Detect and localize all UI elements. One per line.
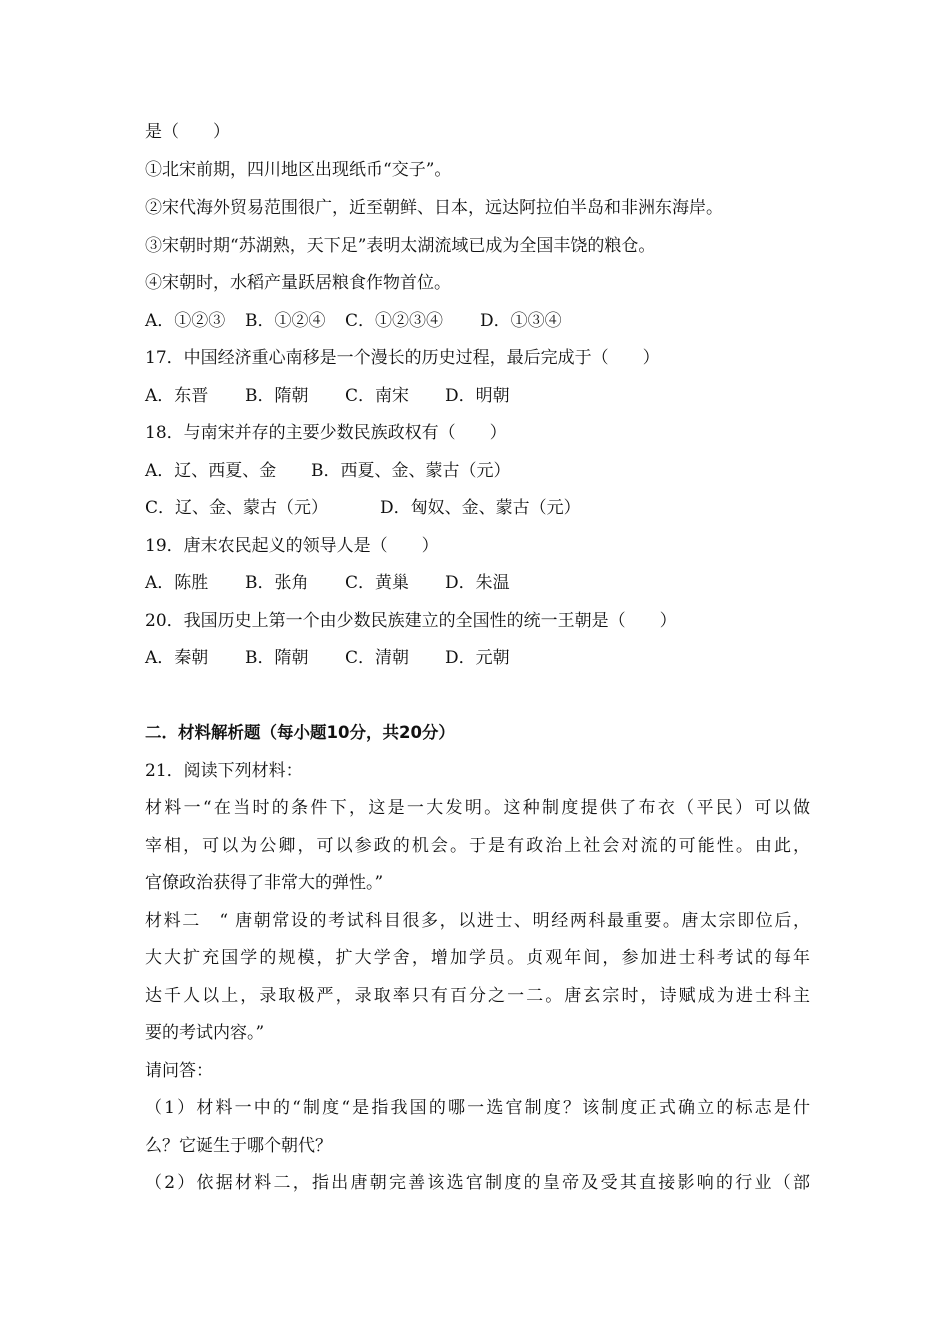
q17-option-d[interactable]: D．明朝: [445, 386, 510, 406]
q21-material2-line4: 要的考试内容。”: [145, 1023, 265, 1043]
q21-ask: 请问答：: [145, 1061, 213, 1081]
q21-sub1-line1: （1）材料一中的“制度“是指我国的哪一选官制度？该制度正式确立的标志是什: [145, 1098, 810, 1118]
q16-option-b[interactable]: B．①②④: [245, 311, 326, 331]
q21-stem: 21．阅读下列材料：: [145, 761, 303, 781]
q16-item-1: ①北宋前期，四川地区出现纸币“交子”。: [145, 160, 452, 180]
q19-option-d[interactable]: D．朱温: [445, 573, 510, 593]
q20-option-b[interactable]: B．隋朝: [245, 648, 309, 668]
q20-options: [145, 647, 810, 669]
q16-option-a[interactable]: A．①②③: [145, 311, 226, 331]
q21-material1-line2: 宰相，可以为公卿，可以参政的机会。于是有政治上社会对流的可能性。由此，: [145, 836, 810, 856]
q20-stem: 20．我国历史上第一个由少数民族建立的全国性的统一王朝是（ ）: [145, 611, 677, 631]
q21-sub1-line2: 么？它诞生于哪个朝代？: [145, 1136, 332, 1156]
q18-options-row2: [145, 497, 810, 519]
q18-options-row1: [145, 460, 810, 482]
q18-option-d[interactable]: D．匈奴、金、蒙古（元）: [380, 498, 581, 518]
q16-options: [145, 310, 810, 332]
q20-option-a[interactable]: A．秦朝: [145, 648, 209, 668]
q21-material1-line1: 材料一“在当时的条件下，这是一大发明。这种制度提供了布衣（平民）可以做: [145, 798, 810, 818]
q20-option-d[interactable]: D．元朝: [445, 648, 510, 668]
q20-option-c[interactable]: C．清朝: [345, 648, 410, 668]
q21-material2-line3: 达千人以上，录取极严，录取率只有百分之一二。唐玄宗时，诗赋成为进士科主: [145, 986, 810, 1006]
q18-option-b[interactable]: B．西夏、金、蒙古（元）: [311, 461, 511, 481]
q21-sub2-line1: （2）依据材料二，指出唐朝完善该选官制度的皇帝及受其直接影响的行业（部: [145, 1173, 810, 1193]
q19-options: [145, 572, 810, 594]
q21-material2-line2: 大大扩充国学的规模，扩大学舍，增加学员。贞观年间，参加进士科考试的每年: [145, 948, 810, 968]
q16-option-d[interactable]: D．①③④: [480, 311, 562, 331]
q19-option-b[interactable]: B．张角: [245, 573, 309, 593]
q19-stem: 19．唐末农民起义的领导人是（ ）: [145, 536, 439, 556]
q16-stem-tail: 是（ ）: [145, 122, 230, 142]
q18-option-c[interactable]: C．辽、金、蒙古（元）: [145, 498, 329, 518]
q16-item-4: ④宋朝时，水稻产量跃居粮食作物首位。: [145, 273, 451, 293]
q17-options: [145, 385, 810, 407]
q16-option-c[interactable]: C．①②③④: [345, 311, 444, 331]
q21-material2-line1: 材料二 “ 唐朝常设的考试科目很多，以进士、明经两科最重要。唐太宗即位后，: [145, 911, 810, 931]
q17-option-b[interactable]: B．隋朝: [245, 386, 309, 406]
q17-stem: 17．中国经济重心南移是一个漫长的历史过程，最后完成于（ ）: [145, 348, 660, 368]
q17-option-a[interactable]: A．东晋: [145, 386, 209, 406]
q19-option-a[interactable]: A．陈胜: [145, 573, 209, 593]
q19-option-c[interactable]: C．黄巢: [345, 573, 410, 593]
q16-item-2: ②宋代海外贸易范围很广，近至朝鲜、日本，远达阿拉伯半岛和非洲东海岸。: [145, 198, 723, 218]
q17-option-c[interactable]: C．南宋: [345, 386, 410, 406]
section-heading: 二．材料解析题（每小题10分，共20分）: [145, 723, 455, 742]
q18-stem: 18．与南宋并存的主要少数民族政权有（ ）: [145, 423, 507, 443]
q18-option-a[interactable]: A．辽、西夏、金: [145, 461, 277, 481]
q21-material1-line3: 官僚政治获得了非常大的弹性。”: [145, 873, 384, 893]
q16-item-3: ③宋朝时期“苏湖熟，天下足”表明太湖流域已成为全国丰饶的粮仓。: [145, 236, 656, 256]
